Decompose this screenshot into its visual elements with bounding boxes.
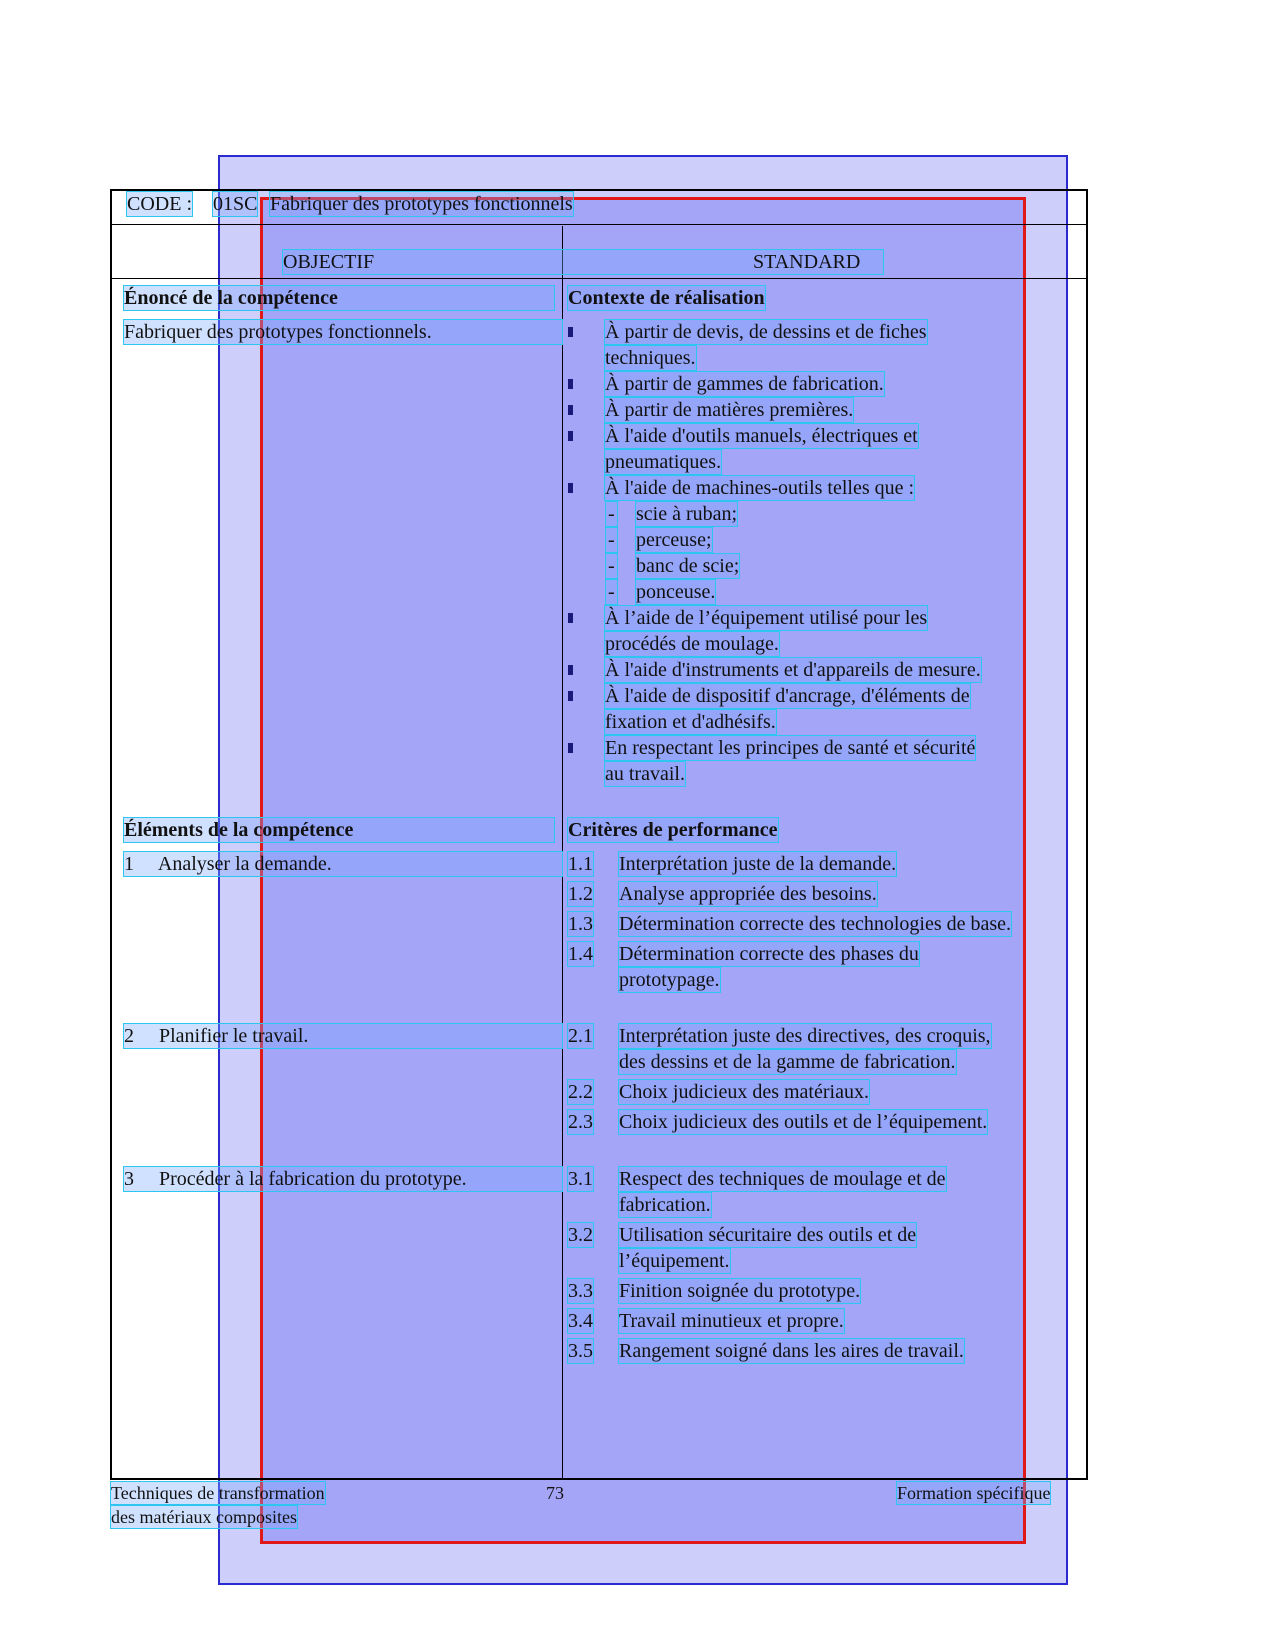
contexte-item: fixation et d'adhésifs. [605, 711, 776, 733]
contexte-item: À l'aide de dispositif d'ancrage, d'éléments de [605, 685, 970, 707]
objectif-header: OBJECTIF [283, 250, 883, 274]
columns-divider [110, 278, 1088, 279]
criterion-text: Choix judicieux des matériaux. [619, 1081, 869, 1103]
contexte-item: au travail. [605, 763, 685, 785]
criterion-number: 1.2 [568, 883, 593, 905]
contexte-item: À partir de gammes de fabrication. [605, 373, 884, 395]
contexte-subitem: banc de scie; [636, 555, 740, 577]
criterion-text: Utilisation sécuritaire des outils et de [619, 1224, 917, 1246]
bullet-icon [568, 405, 573, 415]
bullet-icon [568, 743, 573, 753]
criterion-text: fabrication. [619, 1194, 711, 1216]
criterion-text: Analyse appropriée des besoins. [619, 883, 877, 905]
dash-marker: - [608, 581, 615, 603]
footer-left-line1: Techniques de transformation [111, 1483, 325, 1503]
footer-right: Formation spécifique [897, 1483, 1051, 1503]
criterion-text: prototypage. [619, 969, 720, 991]
criterion-number: 1.1 [568, 853, 593, 875]
criteria-heading: Critères de performance [568, 819, 778, 841]
contexte-item: procédés de moulage. [605, 633, 779, 655]
criterion-text: Détermination correcte des technologies de base. [619, 913, 1012, 935]
enonce-text: Fabriquer des prototypes fonctionnels. [124, 320, 562, 344]
dash-marker: - [608, 555, 615, 577]
bullet-icon [568, 665, 573, 675]
enonce-heading: Énoncé de la compétence [124, 286, 554, 310]
criterion-number: 2.3 [568, 1111, 593, 1133]
element-row: 1 Analyser la demande. [124, 852, 562, 876]
criterion-number: 2.1 [568, 1025, 593, 1047]
contexte-item: À l'aide d'instruments et d'appareils de mesure. [605, 659, 981, 681]
criterion-number: 2.2 [568, 1081, 593, 1103]
contexte-subitem: scie à ruban; [636, 503, 738, 525]
contexte-item: techniques. [605, 347, 696, 369]
contexte-subitem: perceuse; [636, 529, 712, 551]
criterion-text: Détermination correcte des phases du [619, 943, 919, 965]
criterion-text: Travail minutieux et propre. [619, 1310, 844, 1332]
criterion-number: 3.2 [568, 1224, 593, 1246]
criterion-number: 1.3 [568, 913, 593, 935]
dash-marker: - [608, 503, 615, 525]
column-separator [562, 226, 563, 1480]
criterion-text: Interprétation juste des directives, des croquis, [619, 1025, 991, 1047]
criterion-number: 3.4 [568, 1310, 593, 1332]
criterion-number: 1.4 [568, 943, 593, 965]
bullet-icon [568, 431, 573, 441]
criterion-text: Interprétation juste de la demande. [619, 853, 897, 875]
criterion-text: Respect des techniques de moulage et de [619, 1168, 946, 1190]
criterion-number: 3.1 [568, 1168, 593, 1190]
footer-left-line2: des matériaux composites [111, 1507, 297, 1527]
bullet-icon [568, 691, 573, 701]
code-label: CODE : [127, 193, 192, 215]
contexte-item: À l'aide de machines-outils telles que : [605, 477, 915, 499]
contexte-item: En respectant les principes de santé et sécurité [605, 737, 976, 759]
criterion-number: 3.3 [568, 1280, 593, 1302]
contexte-item: À l'aide d'outils manuels, électriques et [605, 425, 918, 447]
contexte-item: pneumatiques. [605, 451, 722, 473]
standard-header: STANDARD [753, 251, 861, 273]
contexte-item: À partir de matières premières. [605, 399, 854, 421]
contexte-item: À l’aide de l’équipement utilisé pour les [605, 607, 928, 629]
criterion-text: des dessins et de la gamme de fabrication. [619, 1051, 956, 1073]
element-row: 2 Planifier le travail. [124, 1024, 562, 1048]
bullet-icon [568, 379, 573, 389]
elements-heading: Éléments de la compétence [124, 818, 554, 842]
page-number: 73 [546, 1483, 564, 1503]
dash-marker: - [608, 529, 615, 551]
criterion-text: l’équipement. [619, 1250, 730, 1272]
page-title: Fabriquer des prototypes fonctionnels [270, 193, 573, 215]
bullet-icon [568, 327, 573, 337]
contexte-item: À partir de devis, de dessins et de fiches [605, 321, 927, 343]
header-divider [110, 224, 1088, 225]
bullet-icon [568, 613, 573, 623]
contexte-heading: Contexte de réalisation [568, 287, 765, 309]
criterion-number: 3.5 [568, 1340, 593, 1362]
element-row: 3 Procéder à la fabrication du prototype. [124, 1167, 562, 1191]
code-value: 01SC [213, 193, 258, 215]
bullet-icon [568, 483, 573, 493]
criterion-text: Finition soignée du prototype. [619, 1280, 861, 1302]
contexte-subitem: ponceuse. [636, 581, 716, 603]
criterion-text: Rangement soigné dans les aires de travail. [619, 1340, 964, 1362]
criterion-text: Choix judicieux des outils et de l’équipement. [619, 1111, 988, 1133]
